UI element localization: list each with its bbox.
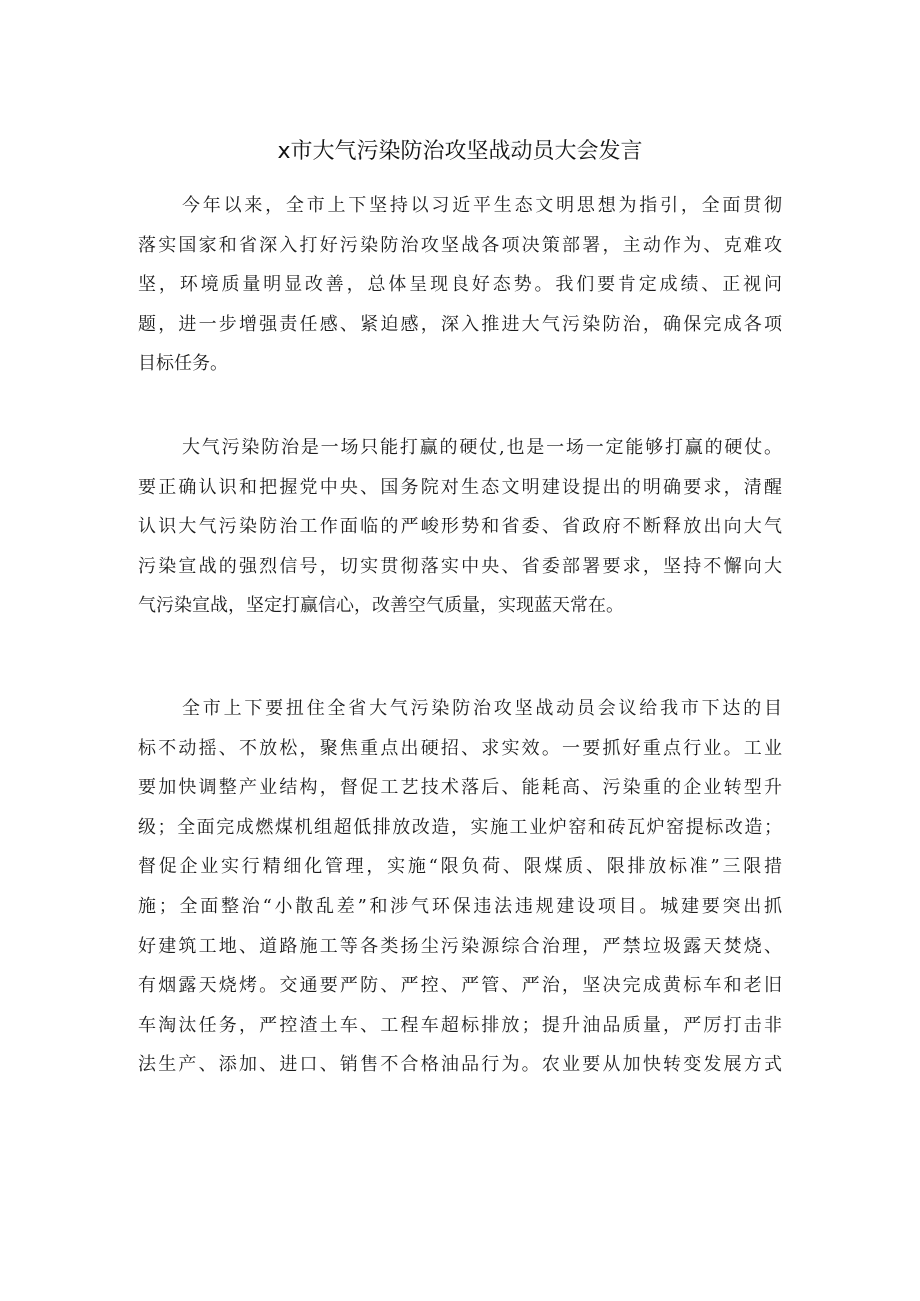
paragraph-line: 标不动摇、不放松，聚焦重点出硬招、求实效。一要抓好重点行业。工业: [138, 737, 782, 759]
paragraph-3: [138, 689, 782, 1085]
paragraph-line: 气污染宣战，坚定打赢信心，改善空气质量，实现蓝天常在。: [138, 595, 624, 617]
paragraph-line: 污染宣战的强烈信号，切实贯彻落实中央、省委部署要求，坚持不懈向大: [138, 555, 782, 577]
paragraph-line: 认识大气污染防治工作面临的严峻形势和省委、省政府不断释放出向大气: [138, 516, 782, 538]
paragraph-line: 好建筑工地、道路施工等各类扬尘污染源综合治理，严禁垃圾露天焚烧、: [138, 935, 782, 957]
paragraph-line: 级；全面完成燃煤机组超低排放改造，实施工业炉窑和砖瓦炉窑提标改造；: [138, 816, 782, 838]
paragraph-line: 大气污染防治是一场只能打赢的硬仗,也是一场一定能够打赢的硬仗。: [182, 437, 782, 458]
paragraph-line: 目标任务。: [138, 353, 228, 375]
paragraph-1: [138, 186, 782, 384]
document-title: x市大气污染防治攻坚战动员大会发言: [277, 139, 643, 164]
paragraph-line: 坚，环境质量明显改善，总体呈现良好态势。我们要肯定成绩、正视问: [138, 274, 782, 296]
paragraph-line: 车淘汰任务，严控渣土车、工程车超标排放；提升油品质量，严厉打击非: [138, 1014, 782, 1036]
paragraph-line: 今年以来，全市上下坚持以习近平生态文明思想为指引，全面贯彻: [182, 195, 782, 216]
paragraph-2: [138, 428, 782, 626]
paragraph-line: 全市上下要扭住全省大气污染防治攻坚战动员会议给我市下达的目: [182, 698, 782, 719]
paragraph-line: 要正确认识和把握党中央、国务院对生态文明建设提出的明确要求，清醒: [138, 476, 782, 498]
paragraph-line: 施；全面整治“小散乱差”和涉气环保违法违规建设项目。城建要突出抓: [138, 895, 782, 917]
paragraph-line: 题，进一步增强责任感、紧迫感，深入推进大气污染防治，确保完成各项: [138, 313, 782, 335]
paragraph-line: 督促企业实行精细化管理，实施“限负荷、限煤质、限排放标准”三限措: [138, 856, 782, 878]
paragraph-line: 有烟露天烧烤。交通要严防、严控、严管、严治，坚决完成黄标车和老旧: [138, 975, 782, 997]
paragraph-line: 落实国家和省深入打好污染防治攻坚战各项决策部署，主动作为、克难攻: [138, 234, 782, 256]
paragraph-line: 要加快调整产业结构，督促工艺技术落后、能耗高、污染重的企业转型升: [138, 777, 782, 799]
paragraph-line: 法生产、添加、进口、销售不合格油品行为。农业要从加快转变发展方式: [138, 1054, 782, 1076]
